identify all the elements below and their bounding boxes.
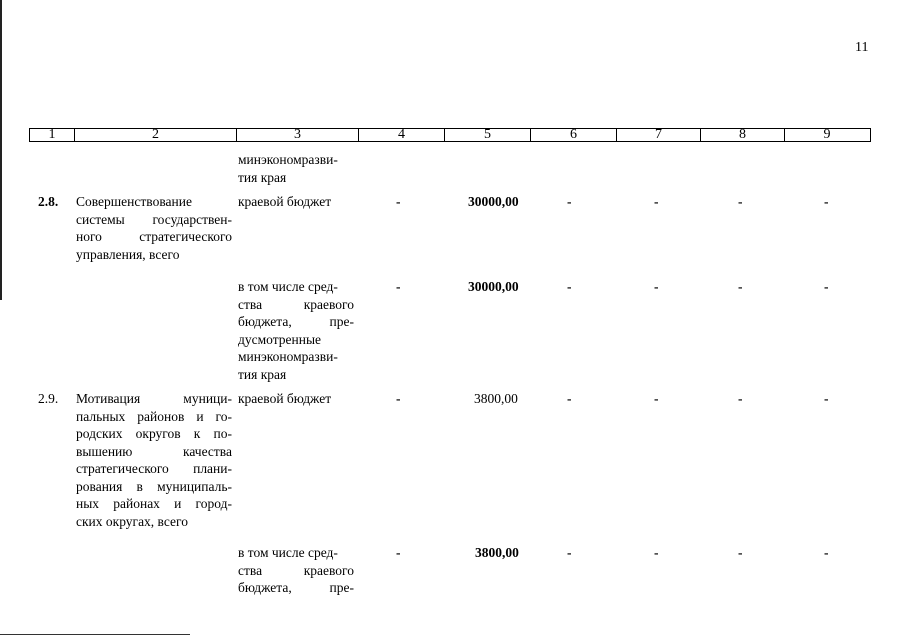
row-2-9-source: краевой бюджет xyxy=(238,391,332,406)
page-edge-line xyxy=(0,0,2,300)
row-2-8-sub-c7: - xyxy=(654,279,659,294)
header-col-8: 8 xyxy=(700,129,784,141)
row-2-9-c4: - xyxy=(396,391,401,406)
row-2-8-c5: 30000,00 xyxy=(468,194,519,209)
row-2-9-sub-c8: - xyxy=(738,545,743,560)
page-number: 11 xyxy=(855,40,869,55)
header-col-3: 3 xyxy=(236,129,358,141)
header-col-7: 7 xyxy=(616,129,700,141)
row-2-9-number: 2.9. xyxy=(38,391,59,406)
row-2-8-sub-c8: - xyxy=(738,279,743,294)
row-2-9-sub-c5: 3800,00 xyxy=(475,545,519,560)
row-2-8-c9: - xyxy=(824,194,829,209)
header-col-6: 6 xyxy=(530,129,616,141)
row-2-8-source: краевой бюджет xyxy=(238,194,332,209)
header-col-5: 5 xyxy=(444,129,530,141)
row-2-8-sub-c9: - xyxy=(824,279,829,294)
row-2-9-c7: - xyxy=(654,391,659,406)
row-2-9-sub-c6: - xyxy=(567,545,572,560)
row-2-9-c5: 3800,00 xyxy=(474,391,518,406)
row-2-9-c9: - xyxy=(824,391,829,406)
row-2-8-sub-c5: 30000,00 xyxy=(468,279,519,294)
row-2-9-sub-c7: - xyxy=(654,545,659,560)
row-2-8-sub-c6: - xyxy=(567,279,572,294)
table-header xyxy=(29,128,871,142)
row-2-8-number: 2.8. xyxy=(38,194,59,209)
row-2-9-name: Мотивация муници- пальных районов и го- родских округов к по- вышению качества стратегического плани- рования в муниципаль- ных районах и город- ских округах, всего xyxy=(76,391,232,529)
row-2-8-c7: - xyxy=(654,194,659,209)
row-2-9-sub-c4: - xyxy=(396,545,401,560)
row-2-8-sub-c4: - xyxy=(396,279,401,294)
header-col-1: 1 xyxy=(48,127,56,142)
footnote-line xyxy=(0,634,190,635)
row-2-9-c8: - xyxy=(738,391,743,406)
header-col-2: 2 xyxy=(74,129,236,141)
row-2-8-name: Совершенствование системы государствен- ного стратегического управления, всего xyxy=(76,194,232,262)
row-2-8-c4: - xyxy=(396,194,401,209)
header-col-4: 4 xyxy=(358,129,444,141)
header-col-9: 9 xyxy=(784,129,869,141)
continuation-source: минэкономразви- тия края xyxy=(238,152,338,185)
row-2-9-sub-c9: - xyxy=(824,545,829,560)
row-2-9-c6: - xyxy=(567,391,572,406)
row-2-9-sub-source: в том числе сред- ства краевого бюджета, пре- xyxy=(238,545,354,595)
row-2-8-c8: - xyxy=(738,194,743,209)
row-2-8-c6: - xyxy=(567,194,572,209)
row-2-8-sub-source: в том числе сред- ства краевого бюджета, пре- дусмотренные минэкономразви- тия края xyxy=(238,279,354,382)
